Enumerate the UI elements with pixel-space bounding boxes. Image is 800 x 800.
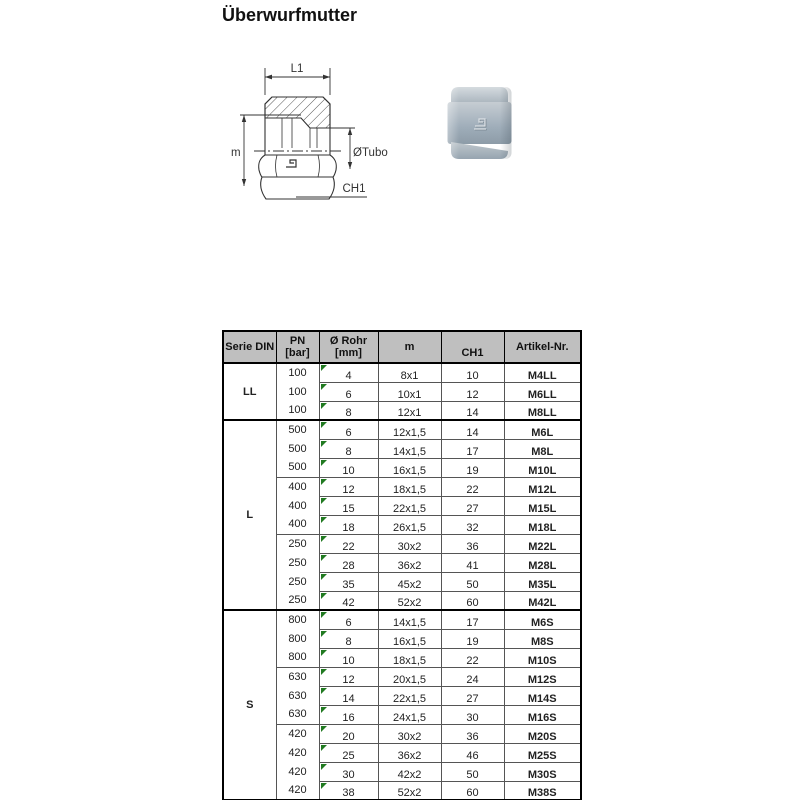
cell-corner-flag-icon [321,783,327,789]
cell-pn: 800 [276,610,319,629]
cell-m: 52x2 [378,591,441,610]
cell-m: 24x1,5 [378,705,441,724]
table-header-row [223,331,581,363]
cell-pn: 630 [276,686,319,705]
col-header-pn: PN [bar] [276,331,319,363]
spec-table-body [223,363,581,800]
cell-m: 18x1,5 [378,648,441,667]
cell-m: 14x1,5 [378,439,441,458]
cell-rohr: 20 [319,724,378,743]
cell-artikel-nr: M12L [504,477,581,496]
cell-corner-flag-icon [321,593,327,599]
cell-ch1: 41 [441,553,504,572]
cell-ch1: 27 [441,496,504,515]
cell-pn: 400 [276,496,319,515]
cell-corner-flag-icon [321,422,327,428]
cell-ch1: 27 [441,686,504,705]
cell-m: 12x1 [378,401,441,420]
cell-rohr: 16 [319,705,378,724]
cell-pn: 100 [276,382,319,401]
cell-m: 30x2 [378,724,441,743]
cell-ch1: 14 [441,420,504,439]
table-row [223,439,581,458]
cell-artikel-nr: M30S [504,762,581,781]
table-row [223,401,581,420]
table-row [223,591,581,610]
cell-ch1: 14 [441,401,504,420]
cell-pn: 420 [276,781,319,800]
cell-m: 52x2 [378,781,441,800]
table-row [223,477,581,496]
cell-pn: 420 [276,724,319,743]
cell-pn: 100 [276,401,319,420]
col-header-ch1: CH1 [441,331,504,363]
table-row [223,534,581,553]
cell-m: 12x1,5 [378,420,441,439]
cell-rohr: 8 [319,401,378,420]
cell-m: 16x1,5 [378,629,441,648]
table-row [223,515,581,534]
table-row [223,781,581,800]
cell-artikel-nr: M8LL [504,401,581,420]
dimension-l1 [265,63,330,95]
table-row [223,572,581,591]
cell-ch1: 36 [441,724,504,743]
cell-rohr: 35 [319,572,378,591]
cell-rohr: 25 [319,743,378,762]
cell-ch1: 19 [441,629,504,648]
table-row [223,363,581,382]
cell-pn: 800 [276,629,319,648]
cell-artikel-nr: M8S [504,629,581,648]
cell-ch1: 24 [441,667,504,686]
cell-corner-flag-icon [321,631,327,637]
cell-corner-flag-icon [321,612,327,618]
cell-artikel-nr: M8L [504,439,581,458]
table-row [223,667,581,686]
label-l1: L1 [290,63,304,75]
cell-pn: 400 [276,477,319,496]
cell-artikel-nr: M42L [504,591,581,610]
cell-m: 30x2 [378,534,441,553]
cell-rohr: 22 [319,534,378,553]
cell-ch1: 10 [441,363,504,382]
cell-m: 14x1,5 [378,610,441,629]
table-row [223,648,581,667]
cell-artikel-nr: M10L [504,458,581,477]
cell-corner-flag-icon [321,688,327,694]
cell-corner-flag-icon [321,574,327,580]
cell-pn: 400 [276,515,319,534]
table-row [223,496,581,515]
cell-corner-flag-icon [321,555,327,561]
cell-serie-S: S [223,610,276,800]
cell-rohr: 14 [319,686,378,705]
cell-pn: 250 [276,553,319,572]
cell-artikel-nr: M6S [504,610,581,629]
cell-pn: 500 [276,458,319,477]
cell-m: 10x1 [378,382,441,401]
cell-rohr: 10 [319,648,378,667]
cell-m: 36x2 [378,743,441,762]
cell-ch1: 60 [441,591,504,610]
cell-m: 26x1,5 [378,515,441,534]
brand-logo-mark [286,160,296,167]
cell-corner-flag-icon [321,707,327,713]
cell-corner-flag-icon [321,726,327,732]
cell-corner-flag-icon [321,479,327,485]
cell-ch1: 12 [441,382,504,401]
cell-pn: 250 [276,591,319,610]
cell-corner-flag-icon [321,403,327,409]
cell-m: 8x1 [378,363,441,382]
cell-corner-flag-icon [321,498,327,504]
cell-rohr: 8 [319,629,378,648]
label-ch1: CH1 [342,183,366,195]
dimension-tube [314,128,388,169]
technical-drawing [230,55,420,205]
cell-ch1: 60 [441,781,504,800]
cell-artikel-nr: M6L [504,420,581,439]
product-image-union-nut [447,86,512,160]
cell-ch1: 22 [441,648,504,667]
table-row [223,705,581,724]
cell-m: 22x1,5 [378,686,441,705]
cell-artikel-nr: M14S [504,686,581,705]
cell-m: 16x1,5 [378,458,441,477]
cell-pn: 500 [276,420,319,439]
cell-corner-flag-icon [321,536,327,542]
cell-pn: 630 [276,705,319,724]
cell-corner-flag-icon [321,441,327,447]
cell-m: 45x2 [378,572,441,591]
cell-artikel-nr: M6LL [504,382,581,401]
cell-rohr: 12 [319,477,378,496]
table-row [223,762,581,781]
cell-m: 20x1,5 [378,667,441,686]
cell-pn: 420 [276,762,319,781]
cell-ch1: 17 [441,439,504,458]
cell-rohr: 38 [319,781,378,800]
cell-corner-flag-icon [321,745,327,751]
cell-corner-flag-icon [321,669,327,675]
col-header-serie-din: Serie DIN [223,331,276,363]
cell-pn: 250 [276,534,319,553]
nut-hex-body [259,155,337,199]
cell-m: 18x1,5 [378,477,441,496]
col-header-rohr: Ø Rohr [mm] [319,331,378,363]
cell-ch1: 32 [441,515,504,534]
table-row [223,458,581,477]
cell-corner-flag-icon [321,460,327,466]
cell-rohr: 4 [319,363,378,382]
cell-artikel-nr: M25S [504,743,581,762]
cell-pn: 630 [276,667,319,686]
dimension-m [231,115,301,186]
cell-artikel-nr: M15L [504,496,581,515]
cell-rohr: 18 [319,515,378,534]
cell-corner-flag-icon [321,517,327,523]
cell-artikel-nr: M28L [504,553,581,572]
cell-artikel-nr: M18L [504,515,581,534]
cell-artikel-nr: M35L [504,572,581,591]
page-title: Überwurfmutter [222,5,358,25]
cell-ch1: 46 [441,743,504,762]
table-row [223,382,581,401]
cell-serie-LL: LL [223,363,276,420]
cell-rohr: 6 [319,382,378,401]
cell-corner-flag-icon [321,764,327,770]
cell-ch1: 50 [441,762,504,781]
cell-ch1: 36 [441,534,504,553]
col-header-m: m [378,331,441,363]
cell-ch1: 50 [441,572,504,591]
cell-rohr: 30 [319,762,378,781]
cell-artikel-nr: M20S [504,724,581,743]
cell-pn: 500 [276,439,319,458]
cell-corner-flag-icon [321,365,327,371]
nut-section [265,97,330,155]
cell-m: 22x1,5 [378,496,441,515]
cell-rohr: 42 [319,591,378,610]
cell-serie-L: L [223,420,276,610]
cell-ch1: 19 [441,458,504,477]
label-m: m [231,147,241,159]
cell-pn: 250 [276,572,319,591]
table-row [223,420,581,439]
cell-artikel-nr: M22L [504,534,581,553]
table-row [223,629,581,648]
cell-corner-flag-icon [321,384,327,390]
cell-artikel-nr: M38S [504,781,581,800]
cell-rohr: 15 [319,496,378,515]
table-row [223,724,581,743]
cell-rohr: 6 [319,420,378,439]
cell-rohr: 28 [319,553,378,572]
cell-corner-flag-icon [321,650,327,656]
spec-table [222,330,582,800]
cell-pn: 100 [276,363,319,382]
cell-artikel-nr: M16S [504,705,581,724]
table-row [223,610,581,629]
cell-ch1: 22 [441,477,504,496]
cell-artikel-nr: M10S [504,648,581,667]
cell-m: 42x2 [378,762,441,781]
label-tube: ØTubo [353,147,388,159]
cell-artikel-nr: M12S [504,667,581,686]
cell-pn: 420 [276,743,319,762]
cell-rohr: 6 [319,610,378,629]
table-row [223,743,581,762]
cell-m: 36x2 [378,553,441,572]
cell-pn: 800 [276,648,319,667]
table-row [223,553,581,572]
cell-rohr: 8 [319,439,378,458]
table-row [223,686,581,705]
col-header-artikel: Artikel-Nr. [504,331,581,363]
cell-ch1: 17 [441,610,504,629]
cell-ch1: 30 [441,705,504,724]
cell-rohr: 10 [319,458,378,477]
cell-rohr: 12 [319,667,378,686]
cell-artikel-nr: M4LL [504,363,581,382]
